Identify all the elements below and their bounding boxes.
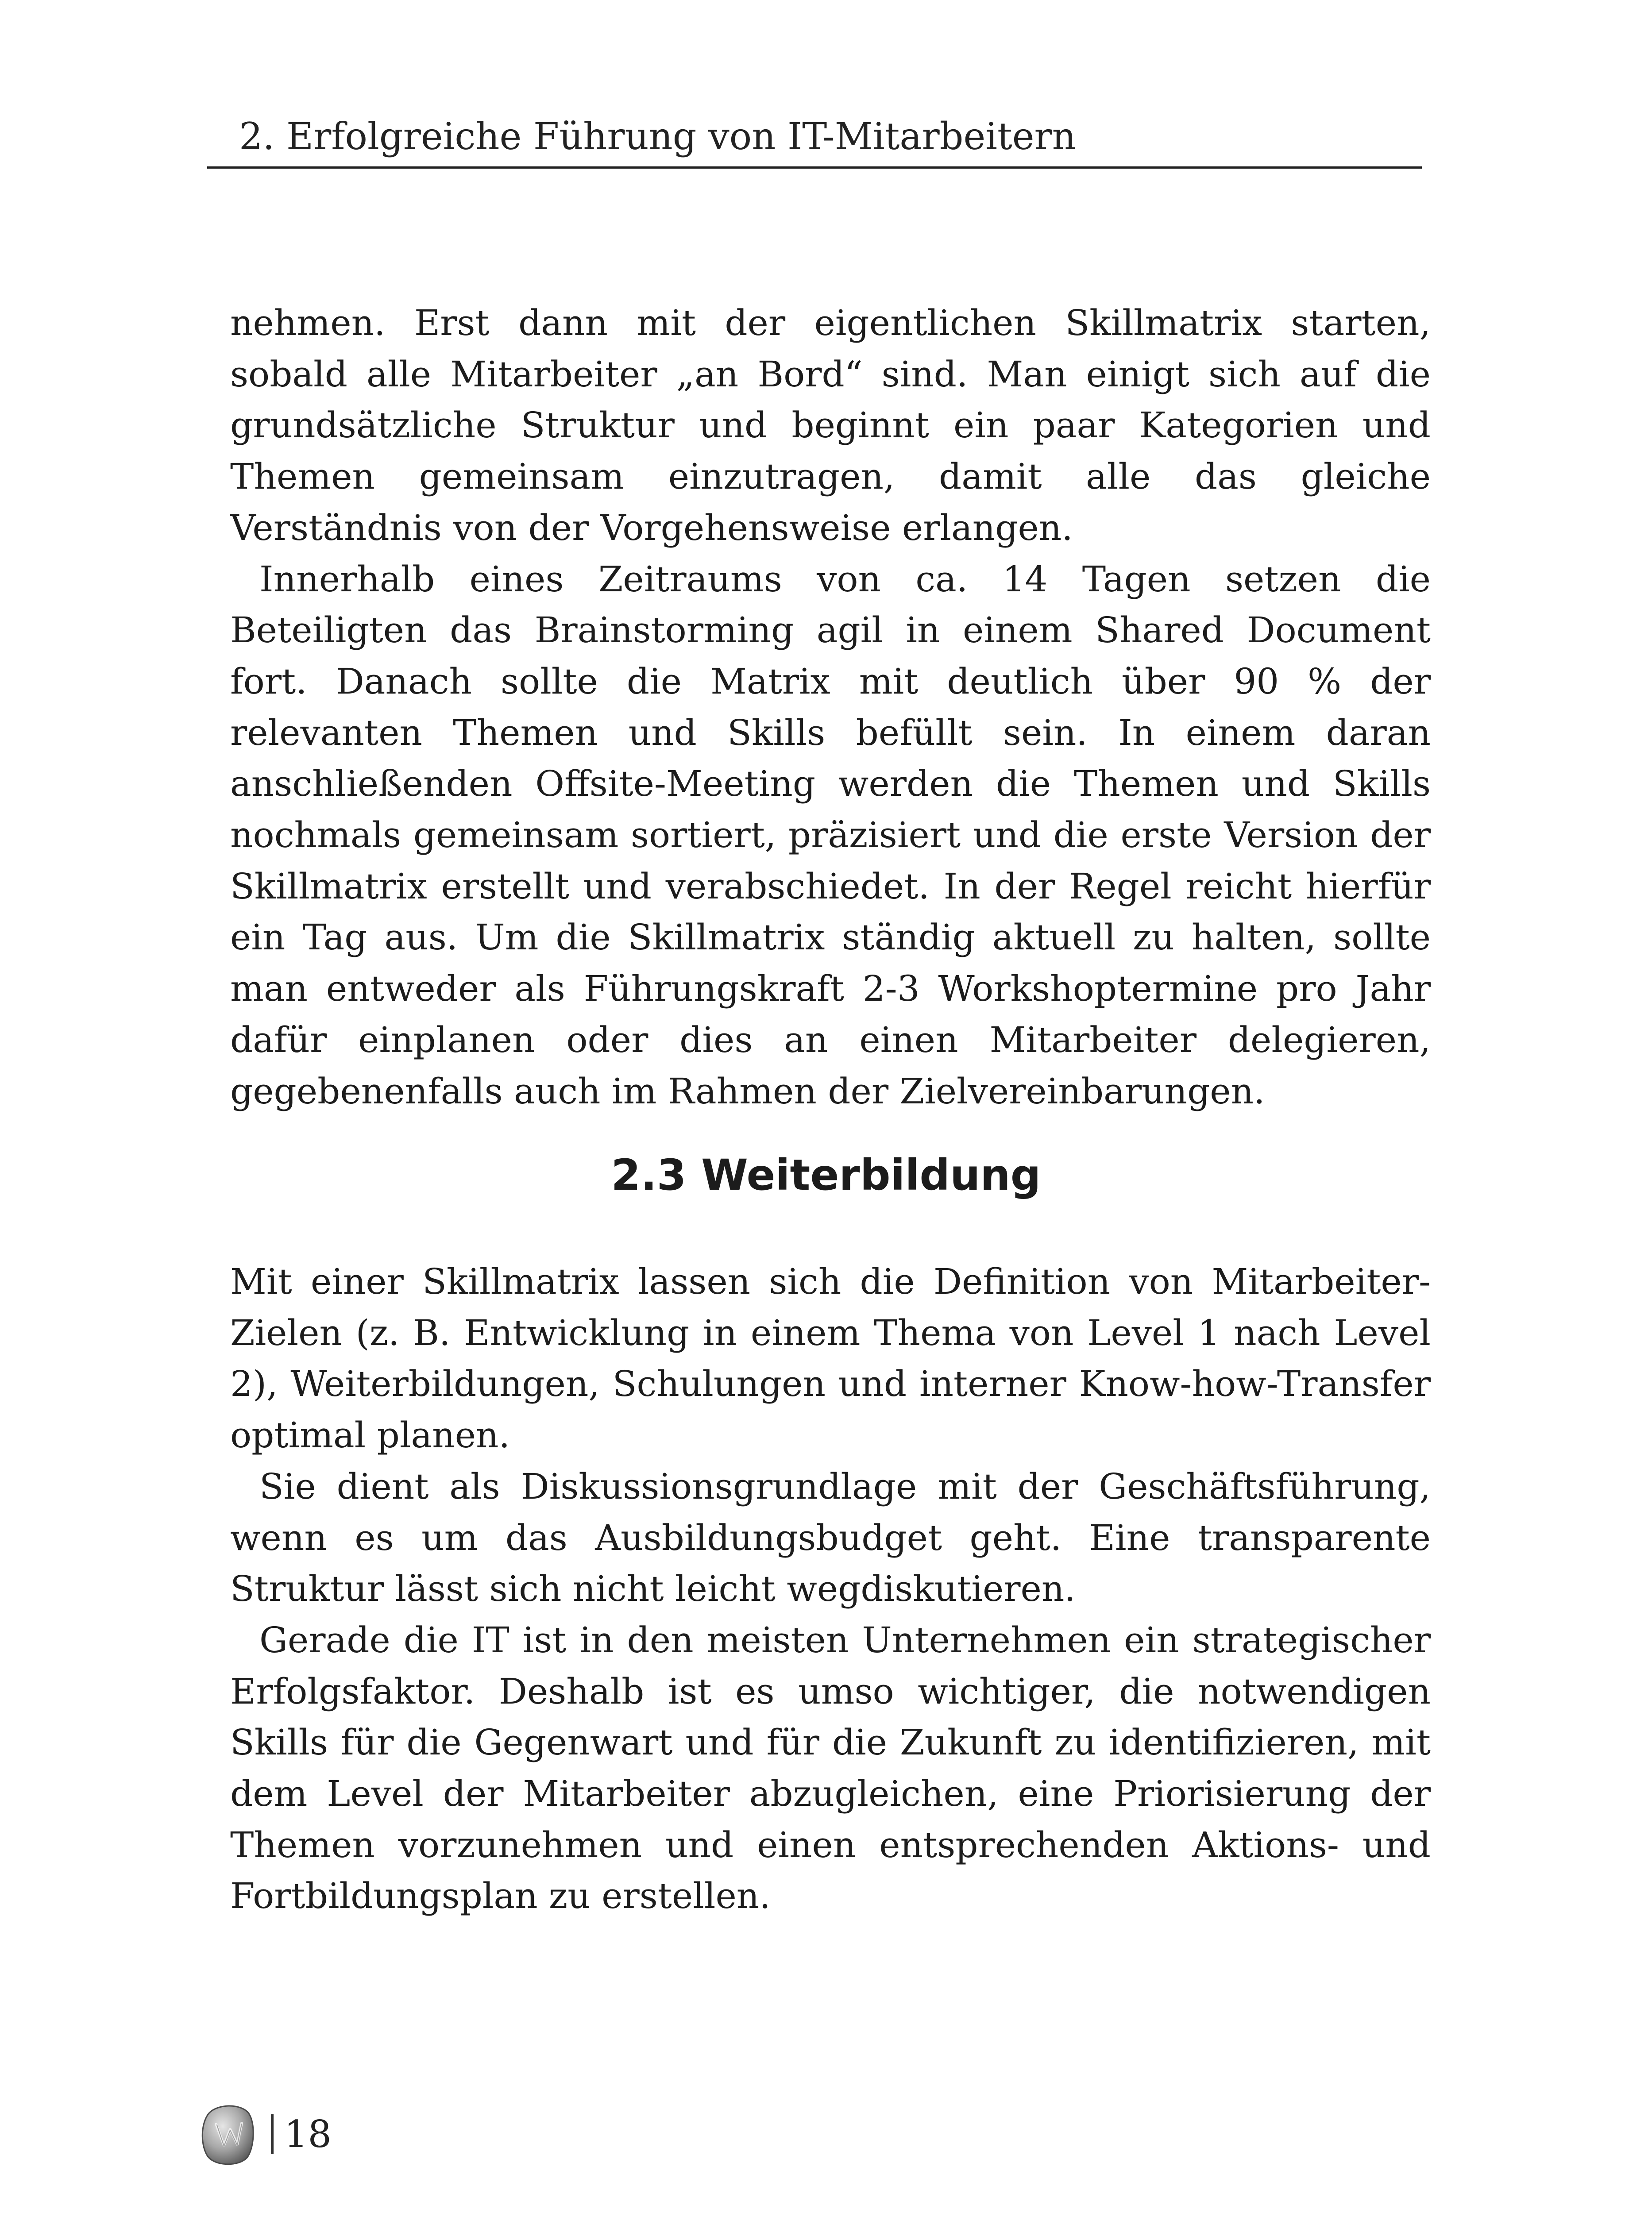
paragraph-2: Innerhalb eines Zeitraums von ca. 14 Tagen setzen die Beteiligten das Brainstorming agil in einem Shared Document fort. Danach sollte die Matrix mit deutlich über 90 % der relevanten Themen und Skills befüllt sein. In einem daran anschließenden Offsite-Meeting werden die Themen und Skills nochmals gemeinsam sortiert, präzisiert und die erste Version der Skillmatrix erstellt und verabschiedet. In der Regel reicht hierfür ein Tag aus. Um die Skillmatrix ständig aktuell zu halten, sollte man entweder als Führungskraft 2-3 Workshoptermine pro Jahr dafür einplanen oder dies an einen Mitarbeiter delegieren, gegebenenfalls auch im Rahmen der Zielvereinbarungen. [230, 558, 1431, 1112]
section-1-text [230, 297, 1431, 1117]
paragraph-3: Mit einer Skillmatrix lassen sich die Definition von Mitarbeiter-Zielen (z. B. Entwicklung in einem Thema von Level 1 nach Level 2), Weiterbildungen, Schulungen und interner Know-how-Transfer optimal planen. [230, 1261, 1431, 1456]
running-header: 2. Erfolgreiche Führung von IT-Mitarbeitern [239, 115, 1076, 158]
header-rule [207, 166, 1422, 169]
paragraph-1: nehmen. Erst dann mit der eigentlichen Skillmatrix starten, sobald alle Mitarbeiter „an Bord“ sind. Man einigt sich auf die grundsätzliche Struktur und beginnt ein paar Kategorien und Themen gemeinsam einzutragen, damit alle das gleiche Verständnis von der Vorgehensweise erlangen. [230, 302, 1431, 548]
paragraph-5: Gerade die IT ist in den meisten Unternehmen ein strategischer Erfolgsfaktor. Deshalb ist es umso wichtiger, die notwendigen Skills für die Gegenwart und für die Zukunft zu identifizieren, mit dem Level der Mitarbeiter abzugleichen, eine Priorisierung der Themen vorzunehmen und einen entsprechenden Aktions- und Fortbildungsplan zu erstellen. [230, 1619, 1431, 1917]
section-heading: 2.3 Weiterbildung [611, 1150, 1041, 1200]
page-number-separator [271, 2114, 274, 2154]
page-number-value: 18 [284, 2113, 332, 2156]
section-2-text [230, 1256, 1431, 1922]
page-footer [198, 2099, 332, 2170]
page-number [271, 2113, 332, 2156]
paragraph-4: Sie dient als Diskussionsgrundlage mit der Geschäftsführung, wenn es um das Ausbildungsbudget geht. Eine transparente Struktur lässt sich nicht leicht wegdiskutieren. [230, 1465, 1431, 1610]
publisher-stone-logo-icon [198, 2101, 256, 2167]
